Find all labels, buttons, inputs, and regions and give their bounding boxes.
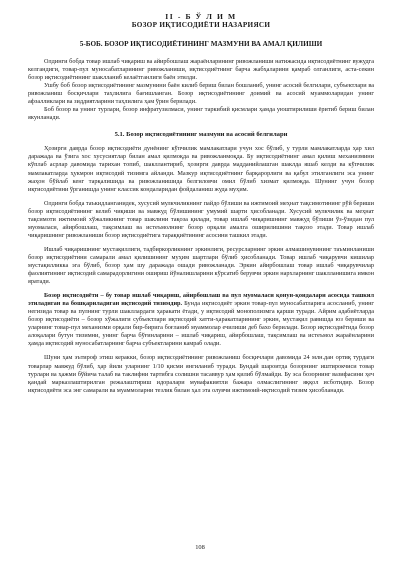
chapter-title: 5-БОБ. БОЗОР ИҚТИСОДИЁТИНИНГ МАЗМУНИ ВА АМАЛ ҚИЛИШИ [79, 40, 323, 48]
part-label: II - Б Ў Л И М [165, 12, 237, 21]
closing-paragraph: Шуни ҳам эътироф этиш керакки, бозор иқтисодиётининг ривожланиш босқичлари давомида 24 млн.дан ортиқ турдаги товарлар мавжуд бўлиб, ҳар йили уларнинг 1/10 қисми янгиланиб туради. Бундай шароитда бозорнинг иштирокчиси товар турлари ва ҳажми бўйича талаб ва таклифни тартибга солишни тасаввур ҳам қилиб бўлмайди. Бу эса бозорнинг вазифасини ҳеч қандай марказлаштирилган режалаштириш идоралари мувафакиятли бажара олмаслигининг яққол исботидир. Бозор иқтисодиёти эса энг самарали ва муаммоларни тезлик билан ҳал эта олувчи ижтимоий-иқтисодий тизим ҳисобланади. [28, 354, 374, 394]
definition-paragraph [28, 292, 374, 348]
page-number: 108 [195, 544, 205, 551]
body-paragraph-1: Ҳозирги даврда бозор иқтисодиёти дунёнинг кўпчилик мамлакатлари учун хос бўлиб, у турли мамлакатларда ҳар хил даражада ва ўзига хос хусусиятлар билан амал қилмоқда ва ривожланмоқда. Бу иқтисодиётнинг амал қилиш механизмини кўплаб асрлар давомида тарихан топиб, шакллантириб, ҳозирги даврда мадданийлашган шаклда яшаб келди ва кўпчилик мамлакатларда ҳукмрон иқтисодий тизимга айланди. Мазкур иқтисодиётнинг барқарорлиги ва қабул этилганлиги эса унинг жаҳон бўйлаб кенг тарқалишида ва ривожланишида белгиловчи омил бўлиб хизмат қилмоқда. Шунинг учун бозор иқтисодиётини ўрганишда унинг классик кондаларидан фойдаланиш жуда муҳим. [28, 145, 374, 193]
intro-paragraph-2: Ушбу боб бозор иқтисодиётининг мазмунини баён килиб бериш билан бошланиб, унинг асосий белгилари, субъектлари ва ривожланиш босқичлари таҳлилига бағишланган. Бозор иқтисодиётининг доимий ва асосий муаммоларидан унинг афзалликлари ва зиддиятларини таҳлилига ҳам ўрин берилади. [28, 82, 374, 106]
section-title: 5.1. Бозор иқтисодиётининг мазмуни ва асосий белгилари [114, 131, 288, 139]
definition-text: бу товар ишлаб чиқариш, айирбошлаш ва пул муомаласи қонун-қоидалари асосида ташкил этиладиган ва бошқариладиган иқтисодий тизимдир. [28, 292, 375, 308]
definition-term: Бозор иқтисодиёти – [44, 292, 104, 300]
intro-paragraph-1: Олдинги бобда товар ишлаб чиқариш ва айирбошлаш жараёнларининг ривожланиши натижасида иқтисодиётнинг вужудга келгандиги, товар-пул муносабатларининг ривожланиши, иқтисодиётнинг барча жабҳаларини қамраб олганлиги, аста-секин бозор иқтисодиётининг шаклланиб келаётганлиги баён этилди. [28, 58, 374, 82]
part-title: БОЗОР ИҚТИСОДИЁТИ НАЗАРИЯСИ [131, 21, 271, 29]
intro-paragraph-3: Боб бозор ва унинг турлари, бозор инфратузилмаси, унинг таркибий қисмлари ҳамда уюштирилиши ёритиб бериш билан якунланади. [28, 106, 374, 122]
definition-continuation: Бунда иқтисодиёт эркин товар-пул муносабатларига асосланиб, унинг негизида товар ва пулнинг турли шакллардаги ҳаракати ётади, у иқтисодий монополизмга қарши туради. Айрим адабиётларда бозор иқтисодиёти – бозор хўжалиги субъектлари иқтисодий хатти-ҳаракатларининг эркин, мустақил равишда юз бериши ва уларнинг товар-пул механизми орқали бир-бирига боғланиб муаммолар ечилиши деб бахо берилади. Бозор иқтисодиётида бозор алоқалари бутун тизимни, унинг барча бўғинларини – ишлаб чиқариш, айирбошлаш, тақсимлаш ва истеъмол жараёнларини ҳамда иқтисодий муносабатларнинг барча субъектларини камраб олади. [28, 300, 374, 348]
body-paragraph-2: Олдинги бобда таъкидланганидек, хусусий мулкчиликнинг пайдо бўлиши ва ижтимоий меҳнат тақсимотининг рўй бериши бозор иқтисодиётининг келиб чиқиши ва мавжуд бўлишининг умумий шарти ҳисобланади. Хусусий мулкчилик ва меҳнат тақсимоти ижтимоий хўжаликнинг товар шаклини тақоза қилади, товар ишлаб чиқаришнинг мавжуд бўлиши ўз-ўзидан пул муомаласи, айирбошлаш, тақсимлаш ва истеъмолнинг бозор орқали амалга оширилишини тақозо этади. Товар ишлаб чиқаришнинг ривожланиши бозор иқтисодиётига тараққиётининг асосини ташкил этади. [28, 199, 374, 239]
body-paragraph-3: Ишлаб чиқаришнинг мустақиллиги, тадбиркорликнинг эркинлиги, ресурсларнинг эркин алмашинувининг таъминланиши бозор иқтисодиётини самарали амал қилишининг муҳим шартлари бўлиб ҳисобланади. Товар ишлаб чиқарувчи кишилар мустақилликка эга бўлиб, бозор ҳам шу даражада ошади ривожланади. Эркин айирбошлаш товар ишлаб чиқарувчилар фаолиятининг иқтисодий самарадорлигини ошириш йўналишларини кўрсатиб берувчи эркин нархларнинг шаклланишига имкон яратади. [28, 245, 374, 286]
